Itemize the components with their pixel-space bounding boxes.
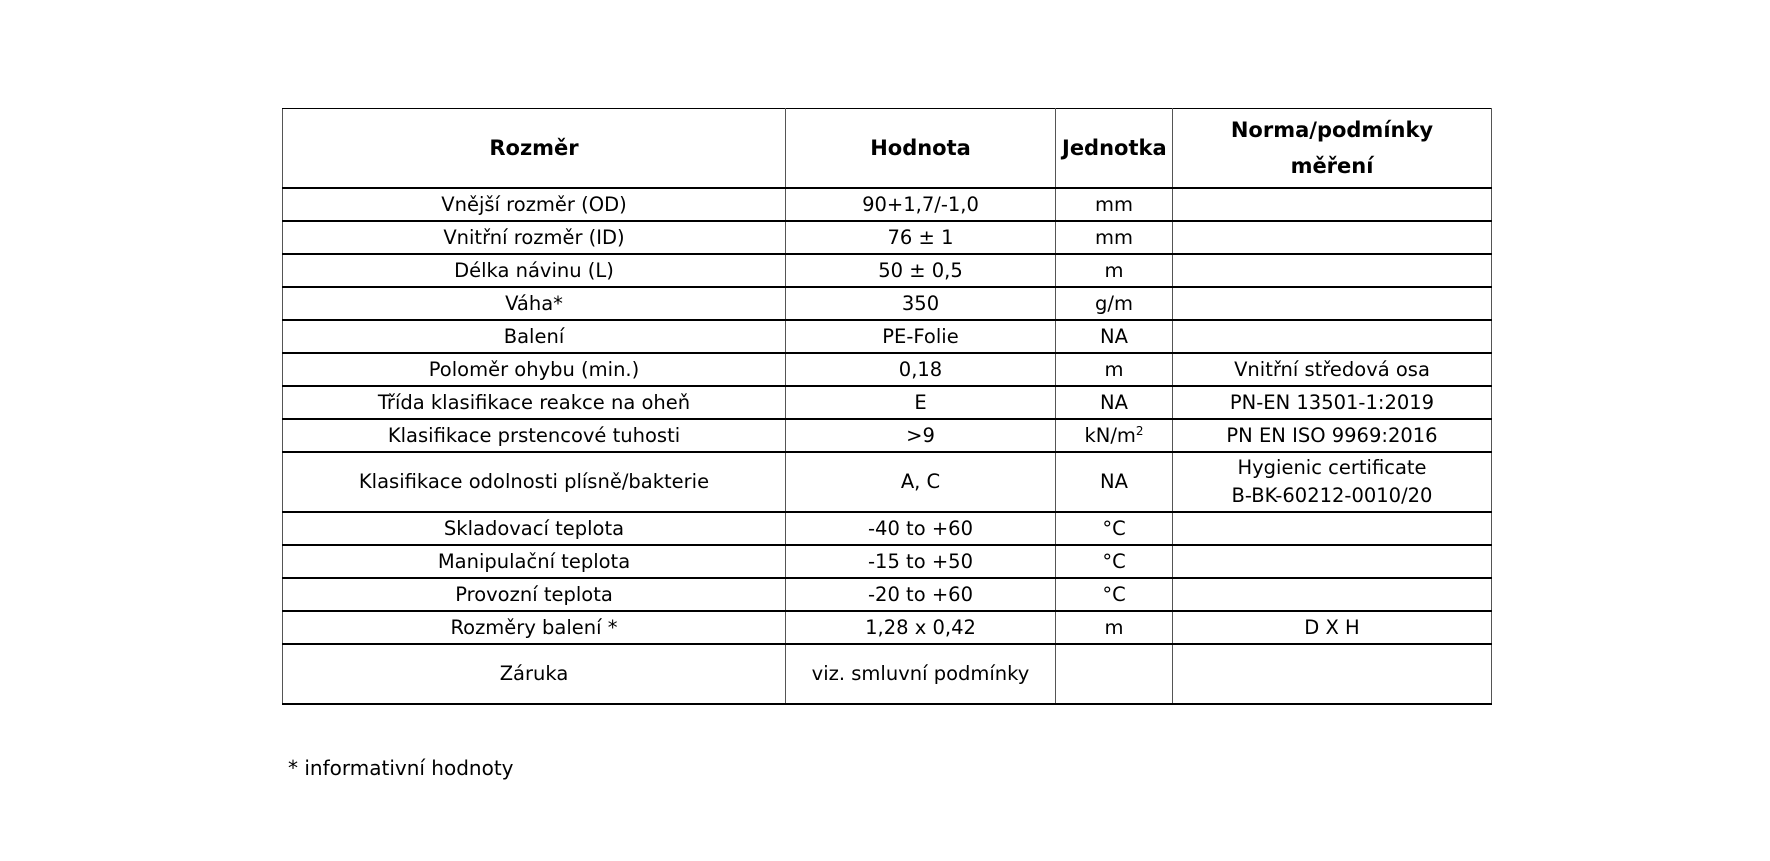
cell-value: E: [786, 386, 1056, 419]
cell-unit: mm: [1056, 221, 1173, 254]
table-row: [283, 644, 1492, 704]
cell-value: -40 to +60: [786, 512, 1056, 545]
cell-standard: [1173, 287, 1492, 320]
cell-unit: m: [1056, 254, 1173, 287]
table-row: [283, 611, 1492, 644]
cell-unit: [1056, 644, 1173, 704]
table-row: [283, 254, 1492, 287]
table-row: [283, 452, 1492, 512]
cell-unit: NA: [1056, 386, 1173, 419]
cell-value: viz. smluvní podmínky: [786, 644, 1056, 704]
cell-standard: D X H: [1173, 611, 1492, 644]
cell-standard: [1173, 221, 1492, 254]
cell-dimension: Provozní teplota: [283, 578, 786, 611]
cell-dimension: Rozměry balení *: [283, 611, 786, 644]
cell-standard: PN EN ISO 9969:2016: [1173, 419, 1492, 452]
cell-unit: °C: [1056, 578, 1173, 611]
table-row: [283, 188, 1492, 221]
cell-unit: °C: [1056, 512, 1173, 545]
table-row: [283, 512, 1492, 545]
cell-dimension: Třída klasifikace reakce na oheň: [283, 386, 786, 419]
footnote: * informativní hodnoty: [288, 756, 514, 780]
cell-standard: Vnitřní středová osa: [1173, 353, 1492, 386]
cell-value: 350: [786, 287, 1056, 320]
unit-superscript: 2: [1135, 423, 1144, 438]
cell-standard: [1173, 512, 1492, 545]
cell-standard: [1173, 320, 1492, 353]
cell-unit: m: [1056, 353, 1173, 386]
table-row: [283, 386, 1492, 419]
cell-standard: [1173, 644, 1492, 704]
cell-unit: °C: [1056, 545, 1173, 578]
cell-unit: NA: [1056, 320, 1173, 353]
cell-dimension: Vnější rozměr (OD): [283, 188, 786, 221]
cell-dimension: Manipulační teplota: [283, 545, 786, 578]
table-body: [283, 188, 1492, 704]
cell-value: 0,18: [786, 353, 1056, 386]
standard-line2: B-BK-60212-0010/20: [1231, 484, 1433, 507]
cell-value: A, C: [786, 452, 1056, 512]
cell-dimension: Délka návinu (L): [283, 254, 786, 287]
header-row: [283, 109, 1492, 189]
cell-value: -15 to +50: [786, 545, 1056, 578]
cell-value: PE-Folie: [786, 320, 1056, 353]
spec-table: [282, 108, 1492, 705]
cell-dimension: Klasifikace odolnosti plísně/bakterie: [283, 452, 786, 512]
header-dimension: Rozměr: [283, 109, 786, 189]
cell-unit: mm: [1056, 188, 1173, 221]
cell-value: >9: [786, 419, 1056, 452]
cell-standard: [1173, 254, 1492, 287]
table-row: [283, 320, 1492, 353]
cell-dimension: Váha*: [283, 287, 786, 320]
table-row: [283, 353, 1492, 386]
cell-standard: [1173, 578, 1492, 611]
table-row: [283, 545, 1492, 578]
cell-standard: PN-EN 13501-1:2019: [1173, 386, 1492, 419]
cell-dimension: Záruka: [283, 644, 786, 704]
cell-dimension: Skladovací teplota: [283, 512, 786, 545]
cell-value: -20 to +60: [786, 578, 1056, 611]
header-standard-line1: Norma/podmínky: [1230, 118, 1434, 142]
cell-standard: [1173, 545, 1492, 578]
cell-standard: [1173, 452, 1492, 512]
cell-unit: [1056, 419, 1173, 452]
cell-value: 1,28 x 0,42: [786, 611, 1056, 644]
cell-dimension: Klasifikace prstencové tuhosti: [283, 419, 786, 452]
table-row: [283, 221, 1492, 254]
table-row: [283, 419, 1492, 452]
cell-unit: m: [1056, 611, 1173, 644]
cell-unit: NA: [1056, 452, 1173, 512]
unit-base: kN/m: [1084, 423, 1136, 447]
cell-value: 76 ± 1: [786, 221, 1056, 254]
cell-value: 50 ± 0,5: [786, 254, 1056, 287]
header-standard: [1173, 109, 1492, 189]
standard-line1: Hygienic certificate: [1237, 456, 1427, 479]
cell-dimension: Balení: [283, 320, 786, 353]
cell-standard: [1173, 188, 1492, 221]
cell-unit: g/m: [1056, 287, 1173, 320]
header-value: Hodnota: [786, 109, 1056, 189]
header-unit: Jednotka: [1056, 109, 1173, 189]
header-standard-line2: měření: [1290, 154, 1374, 178]
cell-value: 90+1,7/-1,0: [786, 188, 1056, 221]
cell-dimension: Vnitřní rozměr (ID): [283, 221, 786, 254]
table-header: [283, 109, 1492, 189]
table-row: [283, 287, 1492, 320]
cell-dimension: Poloměr ohybu (min.): [283, 353, 786, 386]
table-row: [283, 578, 1492, 611]
